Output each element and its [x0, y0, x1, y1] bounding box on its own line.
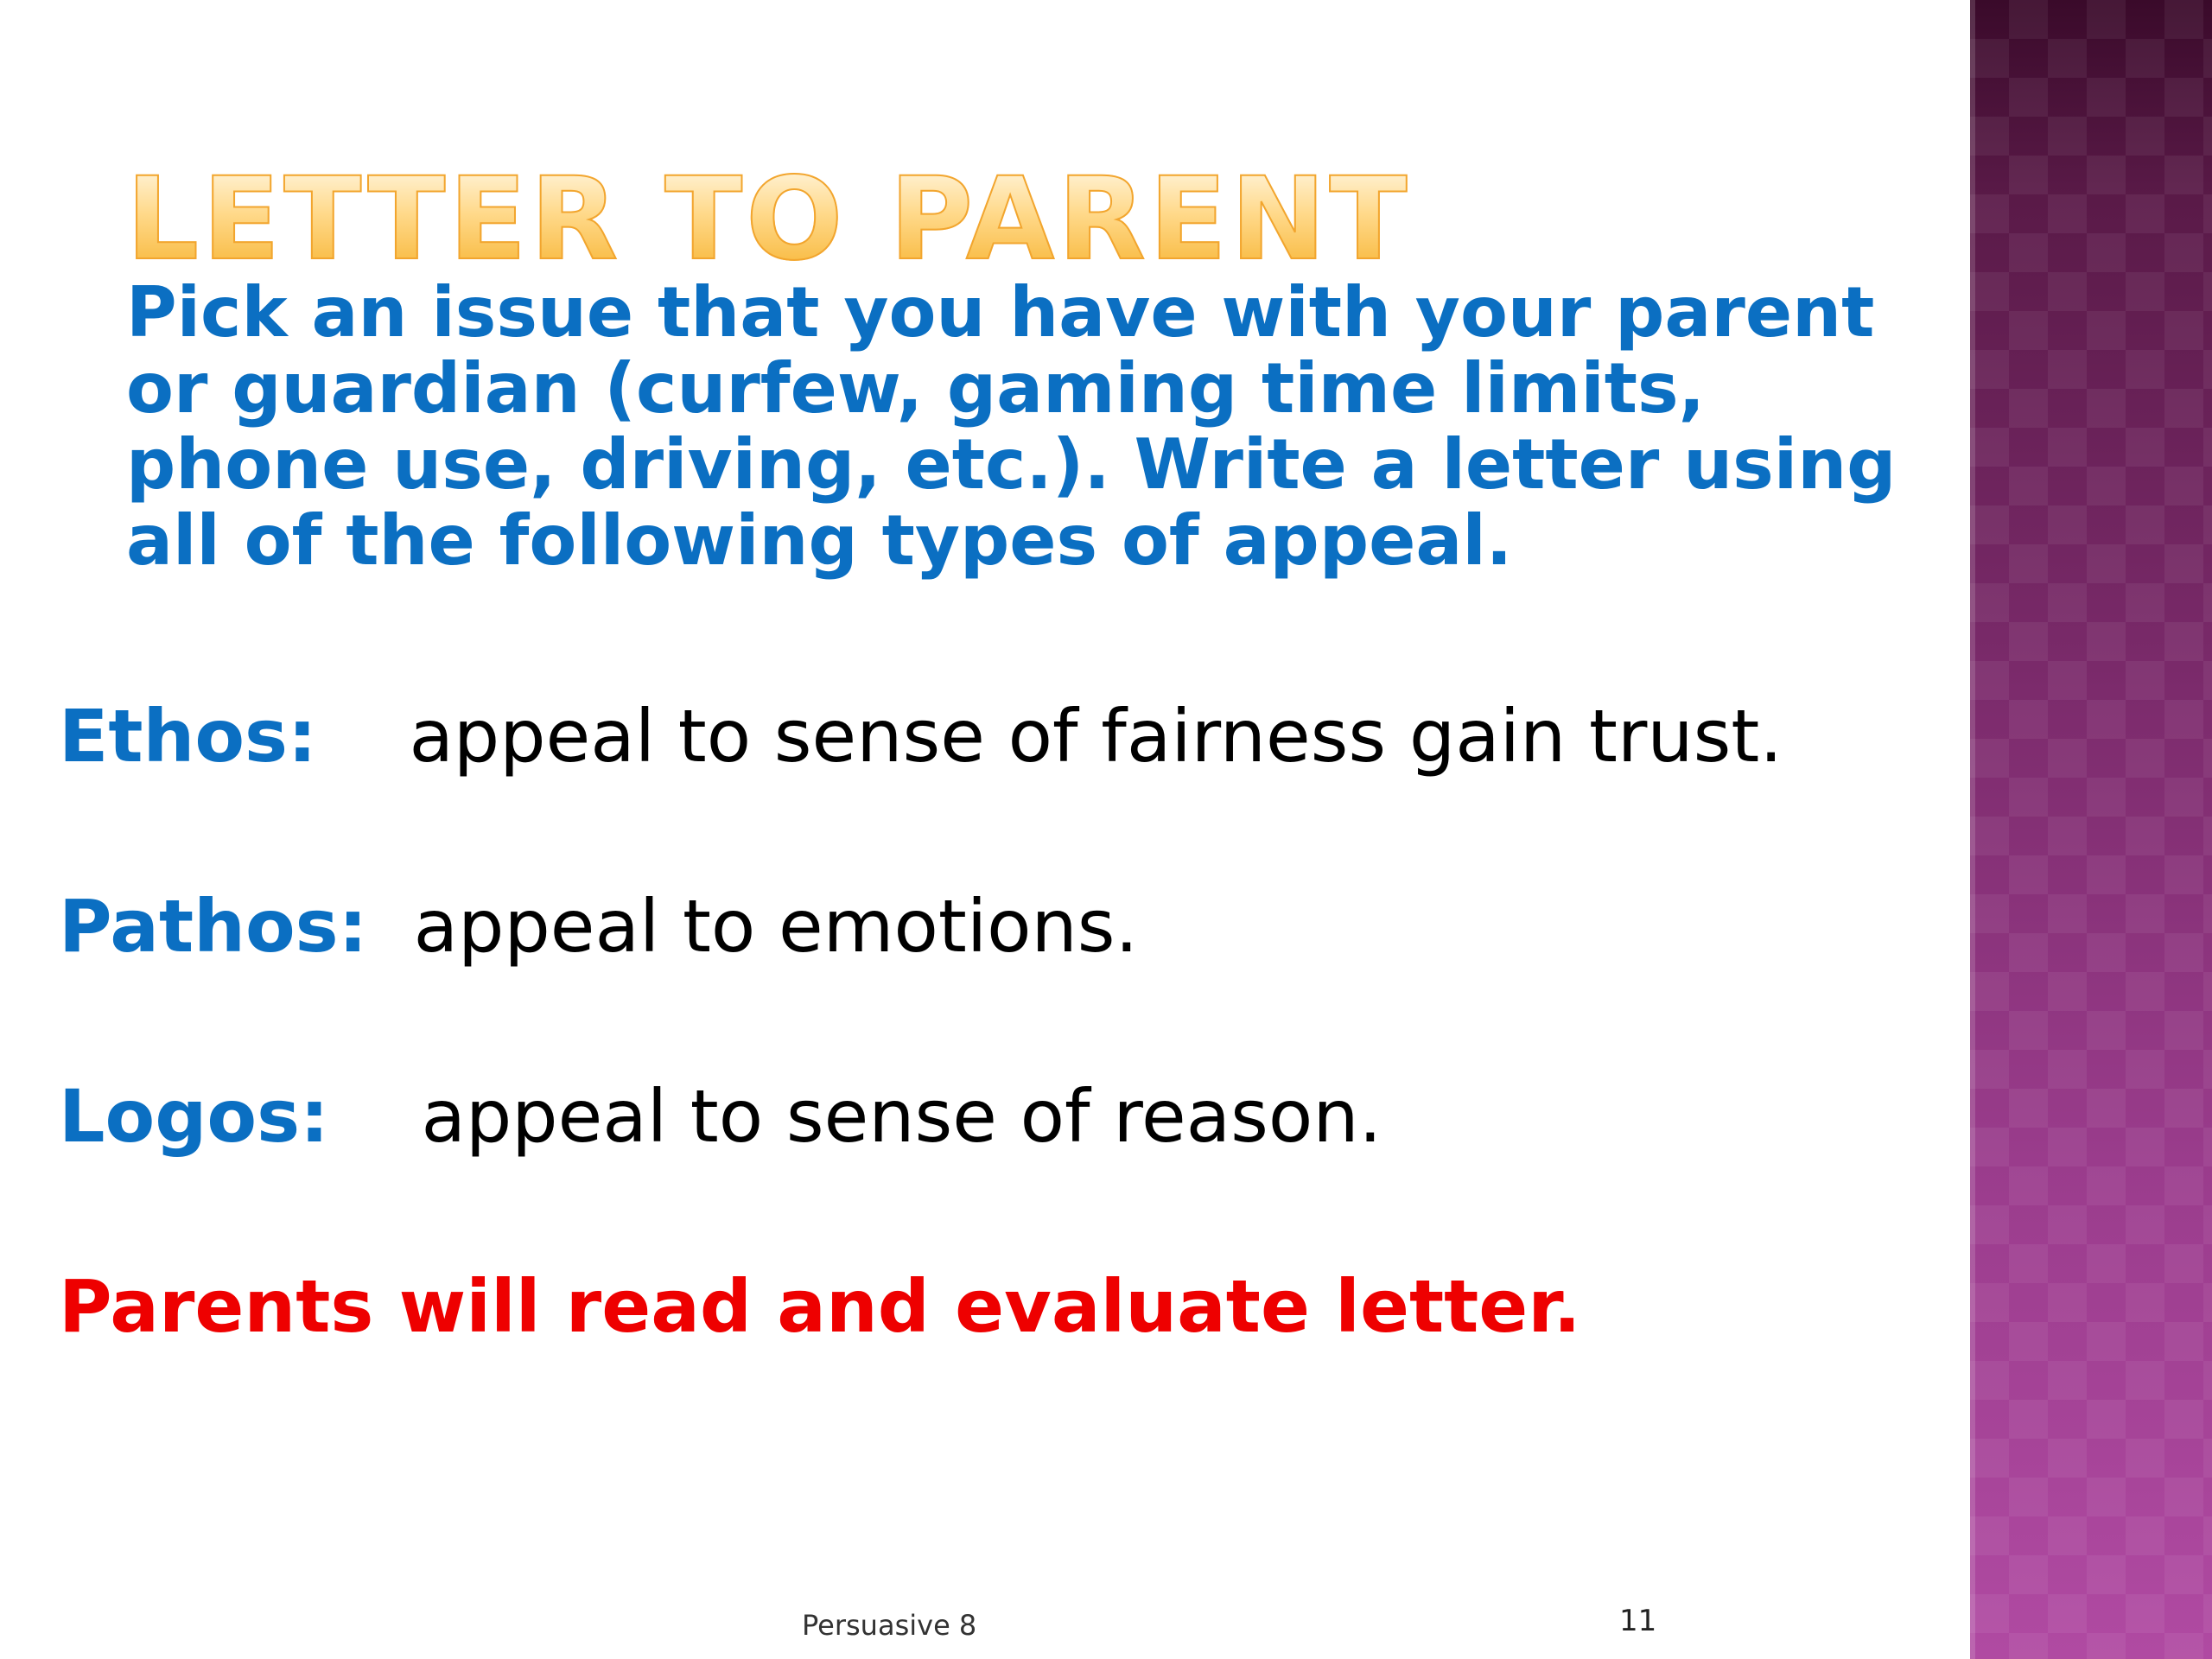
- diamond-pattern: [1970, 0, 2212, 1659]
- appeal-term: Pathos:: [59, 884, 368, 969]
- band-edge: [1970, 0, 1975, 1659]
- appeal-term: Ethos:: [59, 694, 317, 779]
- parents-note: Parents will read and evaluate letter.: [59, 1264, 1581, 1349]
- appeal-description: appeal to emotions.: [413, 884, 1139, 969]
- slide-title: LETTER TO PARENT: [126, 153, 1411, 287]
- slide-footer: Persuasive 8: [802, 1609, 977, 1642]
- appeal-pathos: [59, 884, 1139, 969]
- appeal-ethos: [59, 694, 1783, 779]
- slide-number: 11: [1619, 1604, 1657, 1638]
- appeal-description: appeal to sense of fairness gain trust.: [409, 694, 1783, 779]
- appeal-description: appeal to sense of reason.: [421, 1074, 1382, 1159]
- appeal-logos: [59, 1074, 1382, 1159]
- decorative-side-band: [1970, 0, 2212, 1659]
- intro-text: Pick an issue that you have with your parent or guardian (curfew, gaming time limits, phone use, driving, etc.). Write a letter using all of the following types of appeal.: [126, 272, 1897, 581]
- appeal-term: Logos:: [59, 1074, 329, 1159]
